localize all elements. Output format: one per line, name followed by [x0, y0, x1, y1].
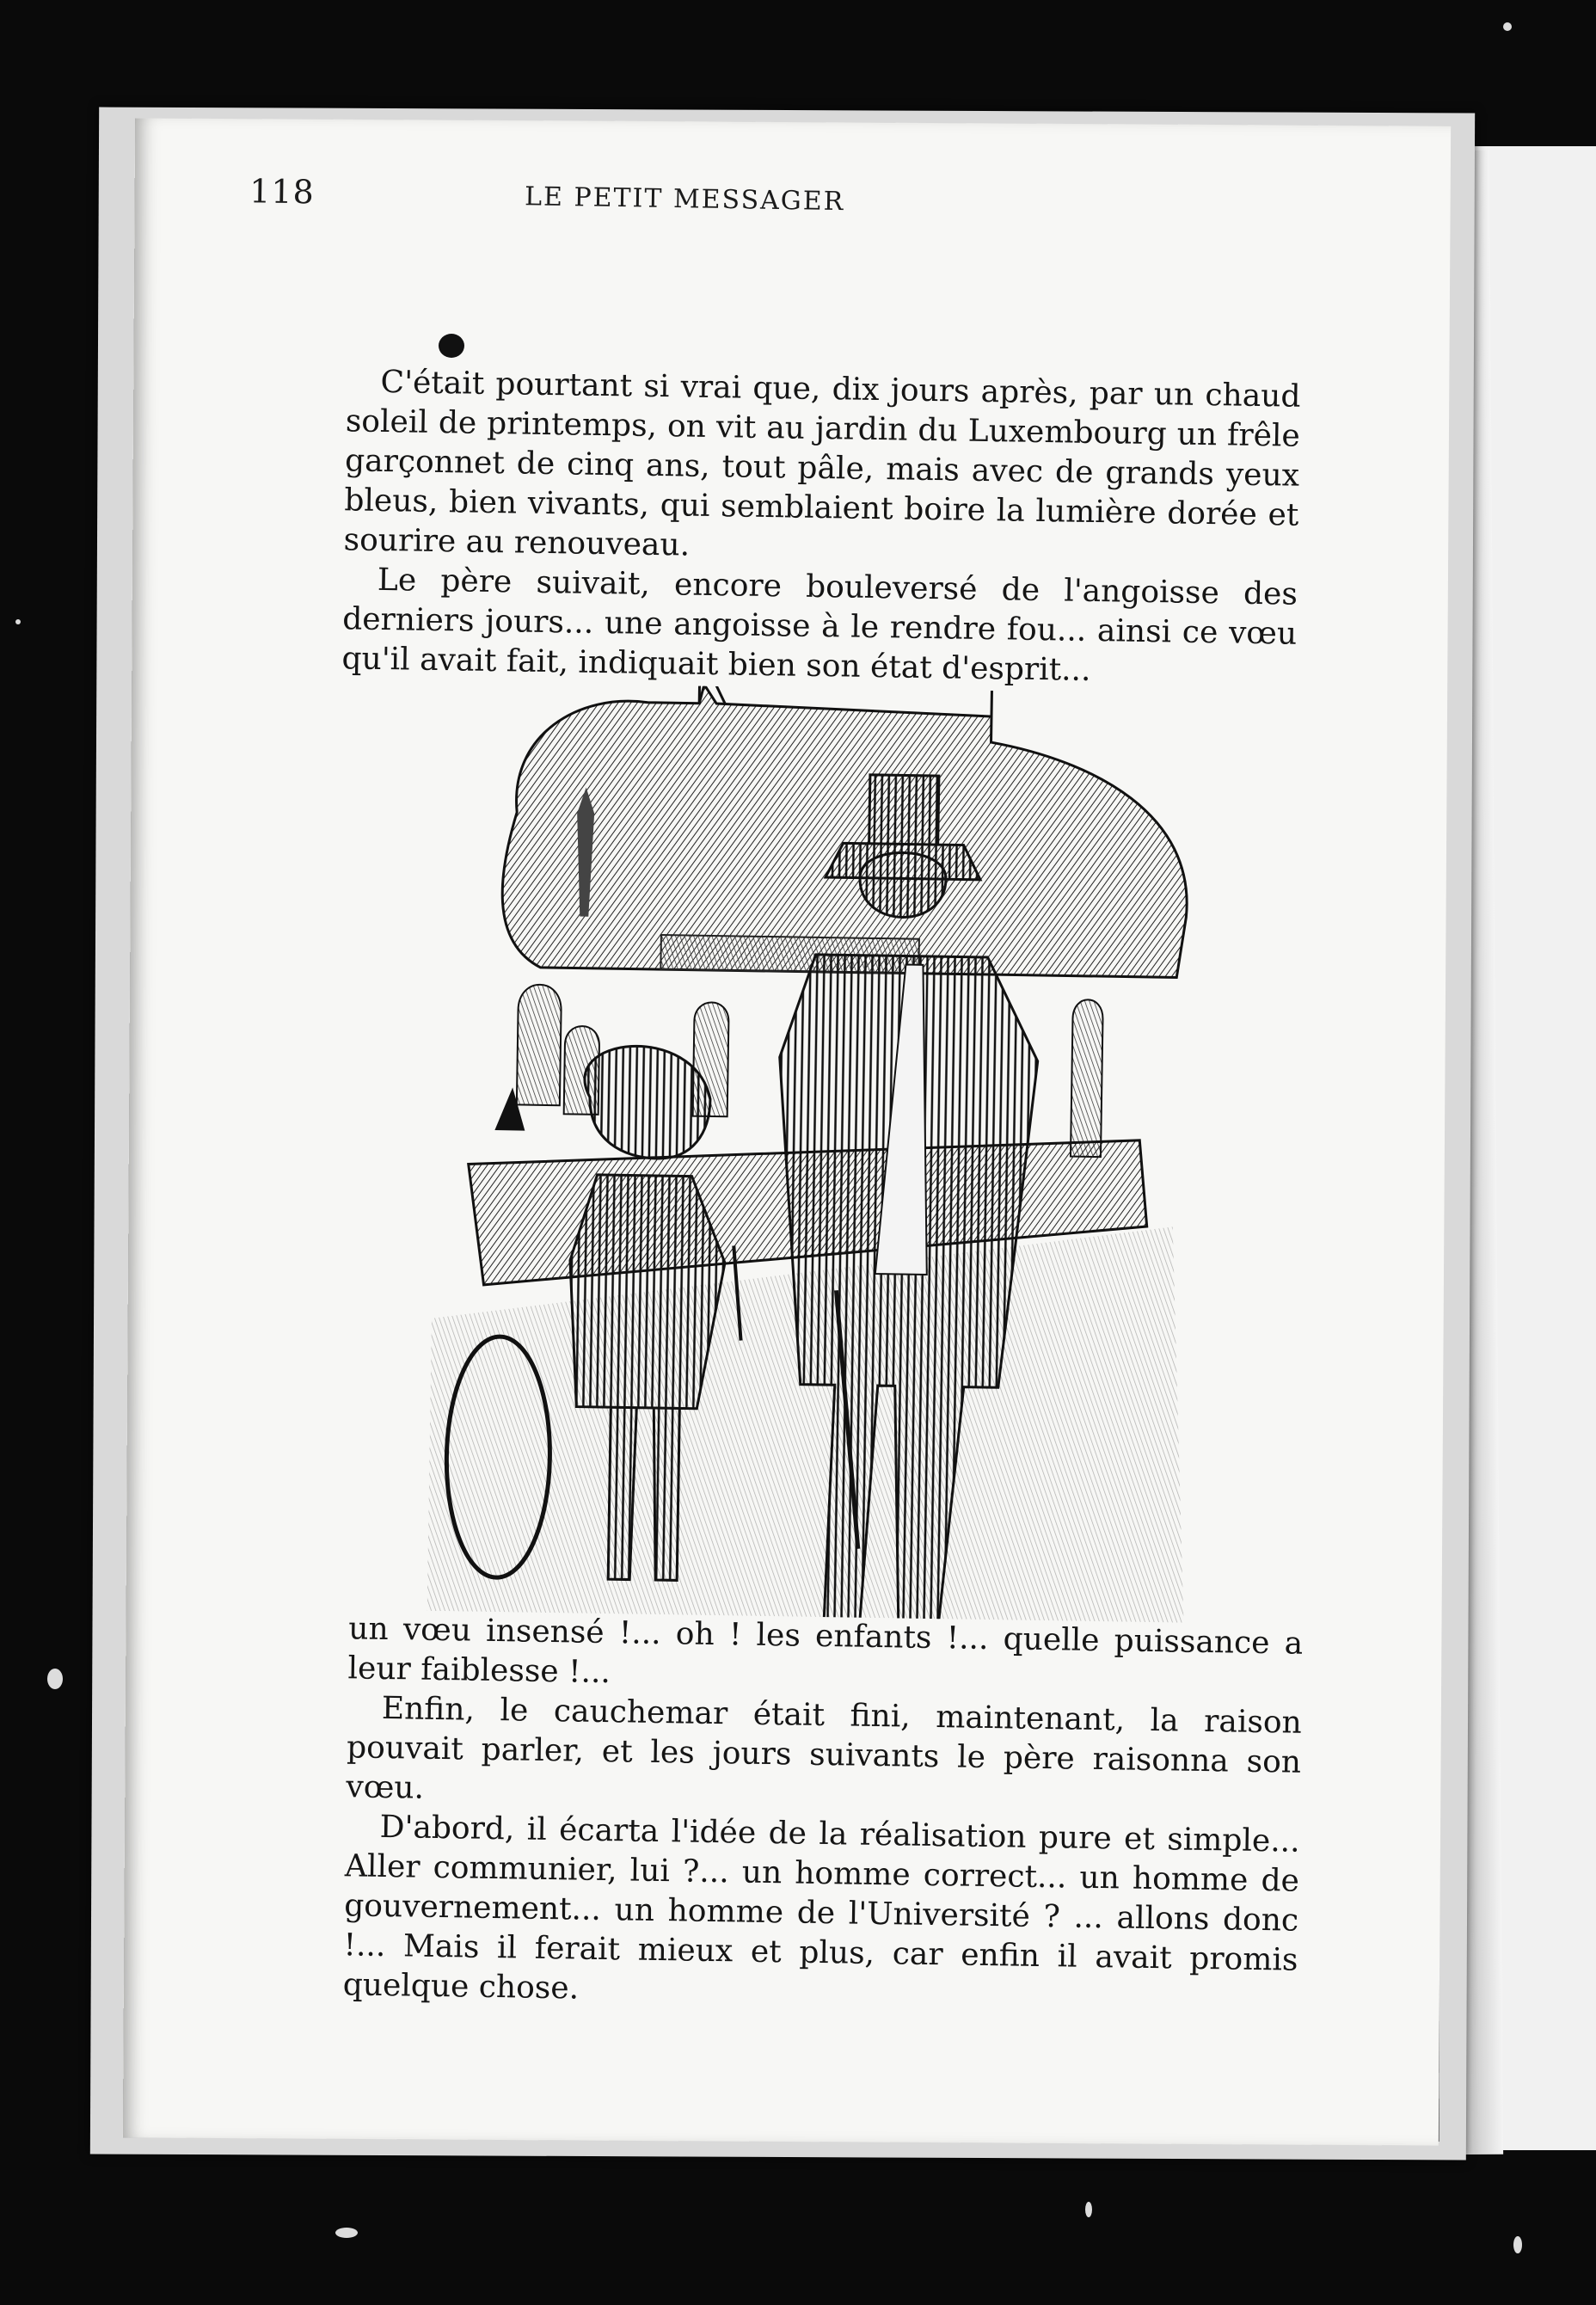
paragraph: Le père suivait, encore bouleversé de l'angoisse des derniers jours... une angoisse à le rendre fou... ainsi ce vœu qu'il avait fait, indiquait bien son état d'esprit...: [341, 562, 1298, 688]
tree-canopy: [501, 682, 1190, 978]
paragraph: un vœu insensé !... oh ! les enfants !... quelle puissance a leur faiblesse !...: [347, 1611, 1304, 1691]
bottom-text-block: [342, 1609, 1303, 2019]
ink-blot: [439, 334, 464, 358]
page-number: 118: [249, 172, 316, 212]
running-title: LE PETIT MESSAGER: [524, 181, 845, 218]
engraving-drawing: [427, 682, 1216, 1623]
paragraph: C'était pourtant si vrai que, dix jours après, par un chaud soleil de printemps, on vit au jardin du Luxembourg un frêle garçonnet de cinq ans, tout pâle, mais avec de grands yeux bleus, bien vivants, qui semblaient boire la lumière dorée et sourire au renouveau.: [343, 364, 1301, 563]
engraving-illustration: [427, 682, 1216, 1623]
paragraph: Enfin, le cauchemar était fini, maintenant, la raison pouvait parler, et les jours suivants le père raisonna son vœu.: [346, 1690, 1303, 1806]
paragraph: D'abord, il écarta l'idée de la réalisation pure et simple... Aller communier, lui ?... un homme correct... un homme de gouvernement... un homme de l'Université ? ... allons donc !... Mais il ferait mieux et plus, car enfin il avait promis quelque chose.: [342, 1809, 1300, 2007]
top-text-block: [341, 362, 1301, 693]
